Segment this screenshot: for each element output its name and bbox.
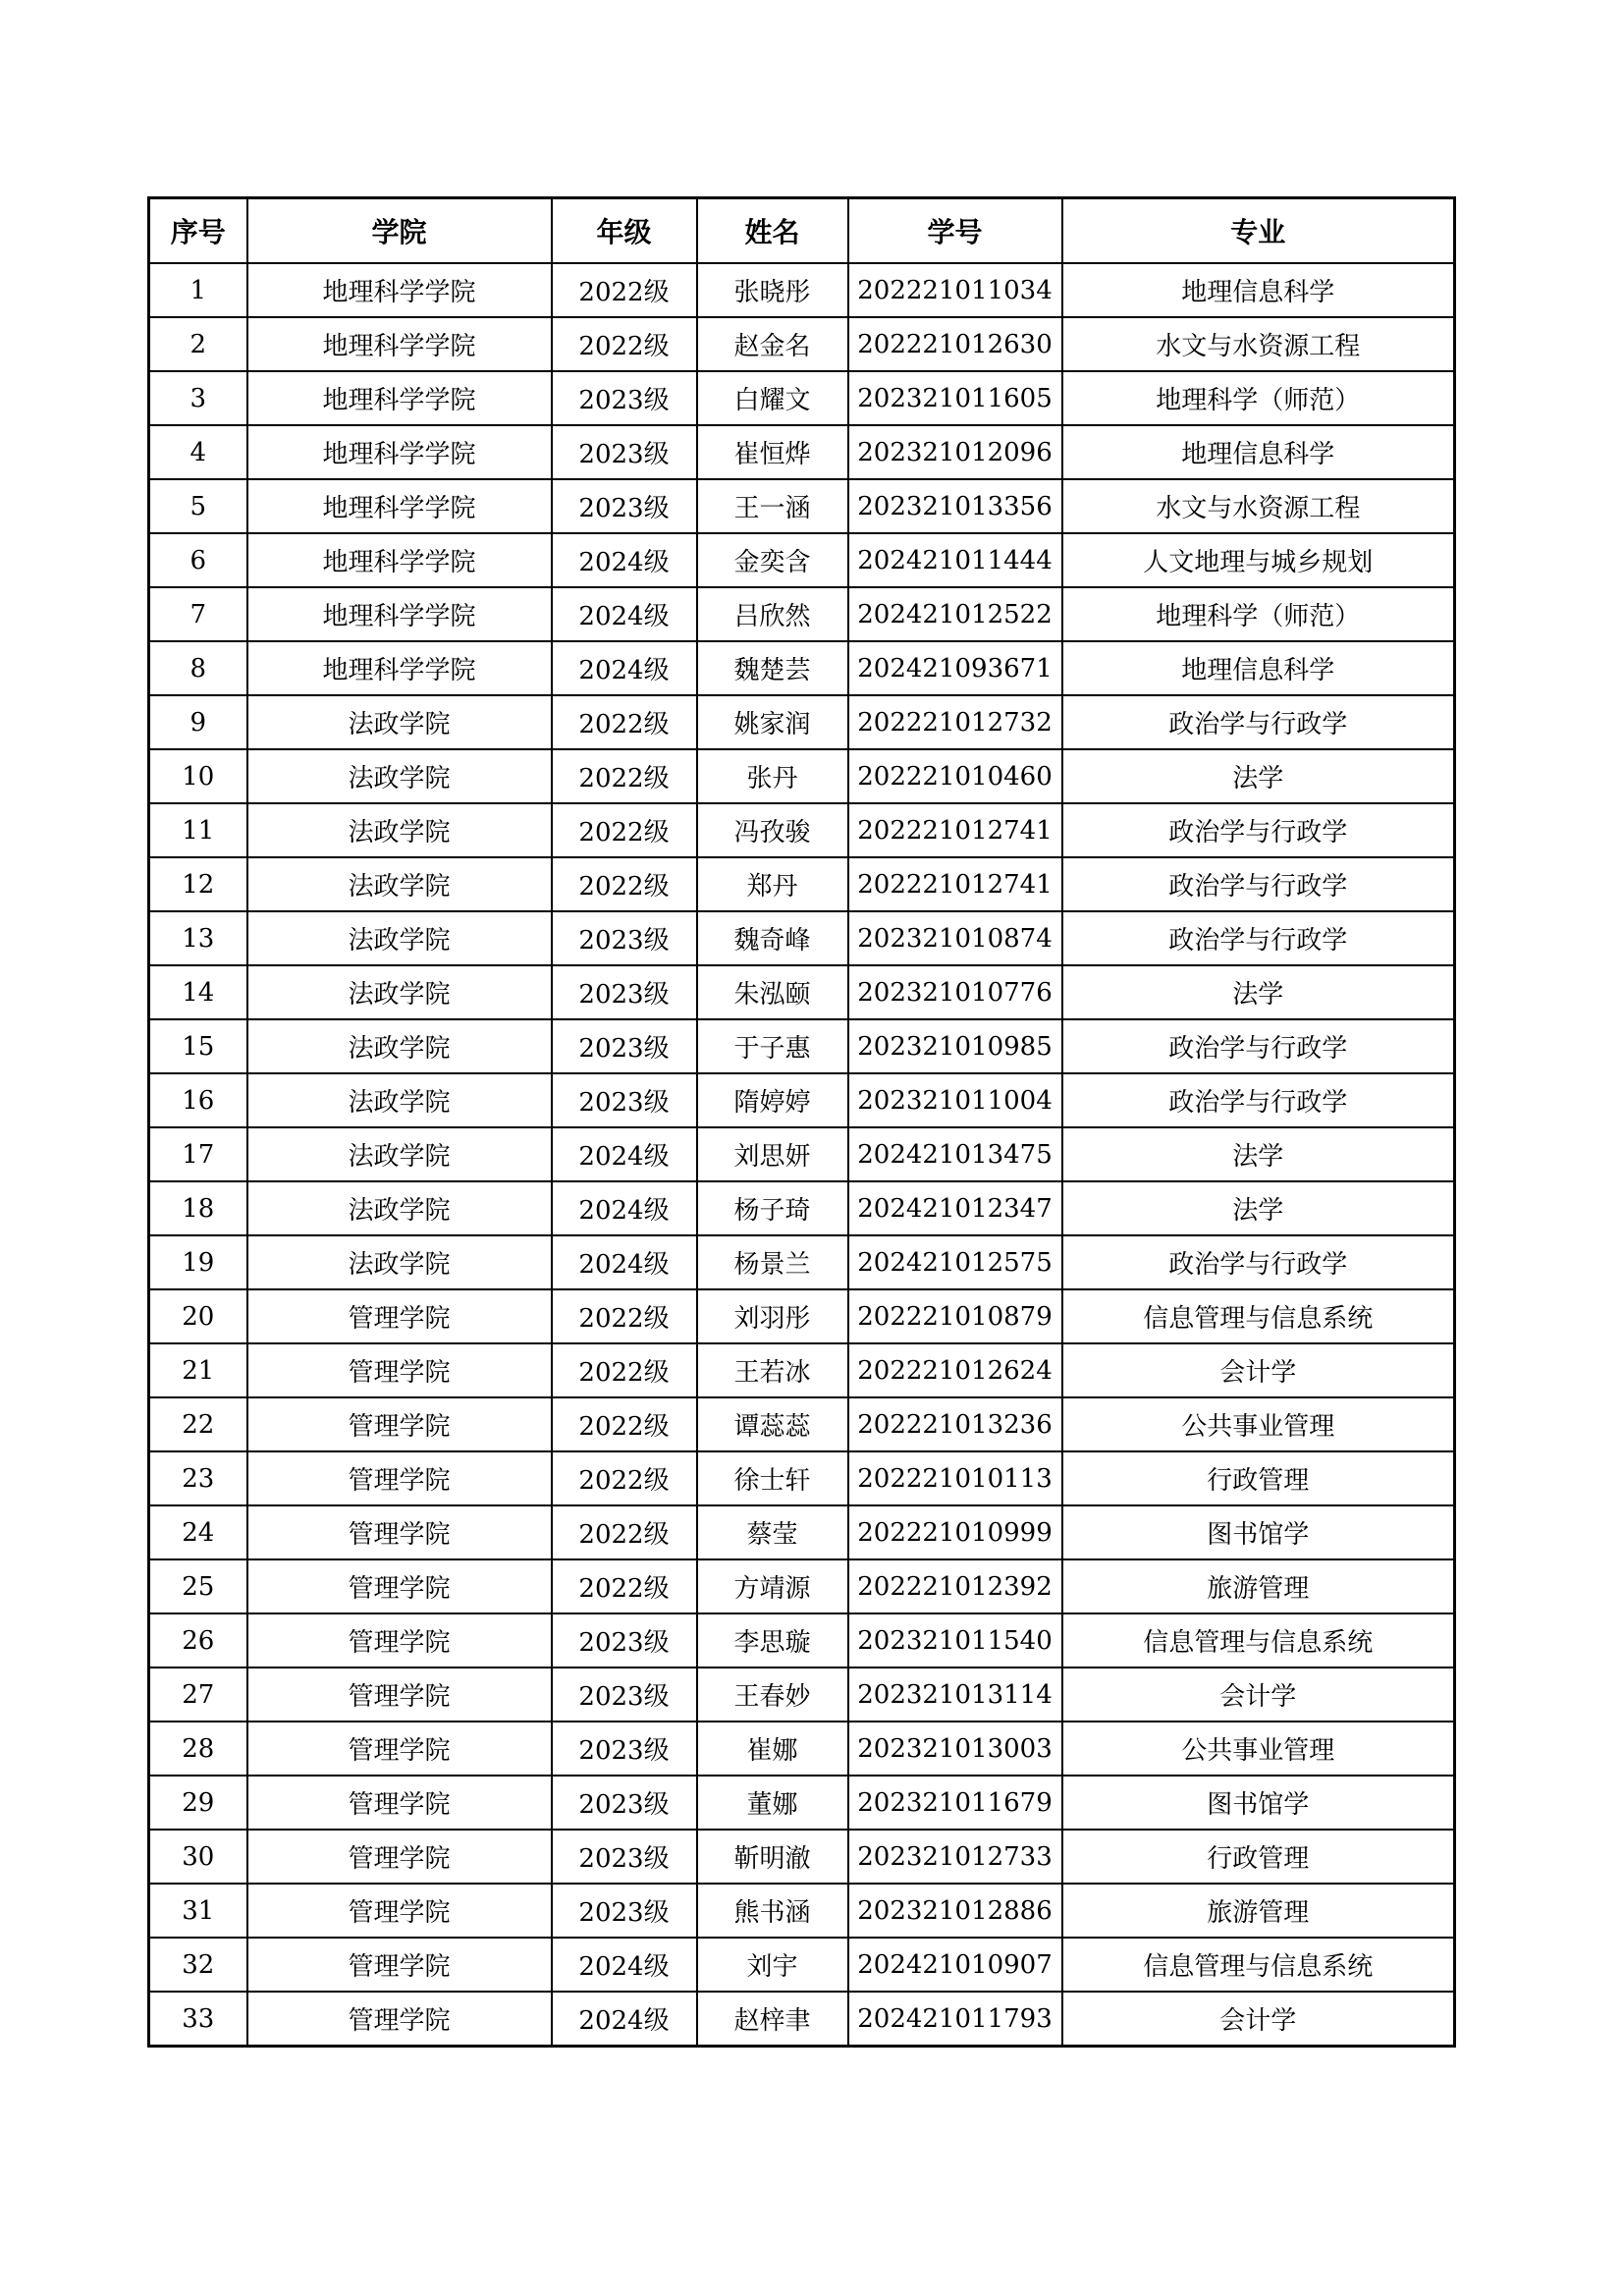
cell-grade: 2024级	[552, 1127, 697, 1181]
table-row	[149, 1127, 1455, 1181]
cell-name: 崔恒烨	[697, 425, 848, 479]
cell-college: 法政学院	[247, 803, 552, 857]
cell-student-id: 202321013356	[848, 479, 1062, 533]
cell-college: 法政学院	[247, 965, 552, 1019]
cell-major: 政治学与行政学	[1062, 1235, 1455, 1289]
table-row	[149, 641, 1455, 695]
cell-name: 郑丹	[697, 857, 848, 911]
cell-student-id: 202321010874	[848, 911, 1062, 965]
cell-grade: 2022级	[552, 1289, 697, 1343]
cell-index: 25	[149, 1559, 247, 1613]
table-row	[149, 1289, 1455, 1343]
table-row	[149, 1235, 1455, 1289]
cell-major: 人文地理与城乡规划	[1062, 533, 1455, 587]
cell-grade: 2022级	[552, 695, 697, 749]
cell-major: 行政管理	[1062, 1830, 1455, 1884]
cell-name: 方靖源	[697, 1559, 848, 1613]
cell-grade: 2024级	[552, 1181, 697, 1235]
cell-grade: 2023级	[552, 425, 697, 479]
cell-student-id: 202321013003	[848, 1722, 1062, 1776]
cell-student-id: 202221012741	[848, 857, 1062, 911]
cell-grade: 2022级	[552, 317, 697, 371]
cell-student-id: 202421013475	[848, 1127, 1062, 1181]
cell-student-id: 202421012575	[848, 1235, 1062, 1289]
cell-college: 法政学院	[247, 1127, 552, 1181]
cell-grade: 2023级	[552, 1613, 697, 1667]
cell-student-id: 202221010460	[848, 749, 1062, 803]
cell-index: 13	[149, 911, 247, 965]
cell-name: 刘思妍	[697, 1127, 848, 1181]
table-row	[149, 1397, 1455, 1451]
cell-grade: 2022级	[552, 1505, 697, 1559]
cell-student-id: 202321012096	[848, 425, 1062, 479]
cell-student-id: 202321010776	[848, 965, 1062, 1019]
cell-major: 行政管理	[1062, 1451, 1455, 1505]
cell-grade: 2022级	[552, 803, 697, 857]
cell-grade: 2022级	[552, 263, 697, 317]
cell-student-id: 202221011034	[848, 263, 1062, 317]
cell-index: 17	[149, 1127, 247, 1181]
cell-name: 姚家润	[697, 695, 848, 749]
cell-grade: 2023级	[552, 965, 697, 1019]
table-row	[149, 1451, 1455, 1505]
cell-major: 会计学	[1062, 1343, 1455, 1397]
cell-student-id: 202221012624	[848, 1343, 1062, 1397]
table-row	[149, 695, 1455, 749]
cell-college: 管理学院	[247, 1722, 552, 1776]
cell-grade: 2023级	[552, 1073, 697, 1127]
cell-name: 李思璇	[697, 1613, 848, 1667]
table-row	[149, 857, 1455, 911]
table-row	[149, 1992, 1455, 2047]
cell-major: 信息管理与信息系统	[1062, 1613, 1455, 1667]
cell-grade: 2023级	[552, 1884, 697, 1938]
table-row	[149, 1559, 1455, 1613]
cell-index: 20	[149, 1289, 247, 1343]
table-row	[149, 1938, 1455, 1992]
cell-student-id: 202321010985	[848, 1019, 1062, 1073]
cell-grade: 2022级	[552, 1451, 697, 1505]
table-row	[149, 371, 1455, 425]
cell-index: 31	[149, 1884, 247, 1938]
cell-student-id: 202221012392	[848, 1559, 1062, 1613]
cell-index: 14	[149, 965, 247, 1019]
cell-major: 会计学	[1062, 1992, 1455, 2047]
cell-major: 图书馆学	[1062, 1776, 1455, 1830]
cell-index: 26	[149, 1613, 247, 1667]
cell-college: 法政学院	[247, 695, 552, 749]
cell-student-id: 202321011004	[848, 1073, 1062, 1127]
table-row	[149, 533, 1455, 587]
table-row	[149, 911, 1455, 965]
cell-index: 12	[149, 857, 247, 911]
cell-college: 管理学院	[247, 1938, 552, 1992]
table-header-row	[149, 198, 1455, 264]
table-row	[149, 1722, 1455, 1776]
cell-name: 董娜	[697, 1776, 848, 1830]
cell-major: 信息管理与信息系统	[1062, 1289, 1455, 1343]
cell-grade: 2024级	[552, 1992, 697, 2047]
cell-grade: 2022级	[552, 749, 697, 803]
cell-grade: 2023级	[552, 1722, 697, 1776]
header-major: 专业	[1062, 198, 1455, 264]
cell-major: 信息管理与信息系统	[1062, 1938, 1455, 1992]
cell-index: 3	[149, 371, 247, 425]
cell-index: 5	[149, 479, 247, 533]
cell-major: 公共事业管理	[1062, 1397, 1455, 1451]
cell-college: 管理学院	[247, 1884, 552, 1938]
table-row	[149, 1505, 1455, 1559]
cell-index: 24	[149, 1505, 247, 1559]
cell-student-id: 202421011793	[848, 1992, 1062, 2047]
cell-grade: 2023级	[552, 1776, 697, 1830]
cell-name: 于子惠	[697, 1019, 848, 1073]
cell-major: 水文与水资源工程	[1062, 479, 1455, 533]
cell-college: 法政学院	[247, 1181, 552, 1235]
cell-name: 刘宇	[697, 1938, 848, 1992]
cell-student-id: 202421011444	[848, 533, 1062, 587]
cell-college: 管理学院	[247, 1776, 552, 1830]
cell-student-id: 202221010879	[848, 1289, 1062, 1343]
table-row	[149, 317, 1455, 371]
cell-index: 4	[149, 425, 247, 479]
student-list-table	[147, 196, 1456, 2048]
cell-college: 法政学院	[247, 749, 552, 803]
cell-college: 地理科学学院	[247, 479, 552, 533]
table-row	[149, 1884, 1455, 1938]
table-row	[149, 803, 1455, 857]
cell-name: 隋婷婷	[697, 1073, 848, 1127]
cell-index: 32	[149, 1938, 247, 1992]
cell-grade: 2024级	[552, 1235, 697, 1289]
cell-name: 冯孜骏	[697, 803, 848, 857]
cell-name: 靳明澈	[697, 1830, 848, 1884]
cell-index: 33	[149, 1992, 247, 2047]
cell-major: 水文与水资源工程	[1062, 317, 1455, 371]
cell-major: 地理科学（师范）	[1062, 587, 1455, 641]
cell-index: 1	[149, 263, 247, 317]
cell-major: 政治学与行政学	[1062, 1073, 1455, 1127]
table-row	[149, 1181, 1455, 1235]
cell-grade: 2022级	[552, 1559, 697, 1613]
cell-name: 崔娜	[697, 1722, 848, 1776]
cell-index: 8	[149, 641, 247, 695]
cell-name: 徐士轩	[697, 1451, 848, 1505]
cell-name: 赵金名	[697, 317, 848, 371]
cell-college: 管理学院	[247, 1451, 552, 1505]
cell-major: 地理信息科学	[1062, 641, 1455, 695]
table-row	[149, 1667, 1455, 1722]
cell-student-id: 202221012741	[848, 803, 1062, 857]
cell-major: 政治学与行政学	[1062, 857, 1455, 911]
cell-name: 杨子琦	[697, 1181, 848, 1235]
cell-grade: 2023级	[552, 1830, 697, 1884]
cell-college: 地理科学学院	[247, 587, 552, 641]
cell-index: 6	[149, 533, 247, 587]
cell-major: 图书馆学	[1062, 1505, 1455, 1559]
cell-student-id: 202421012347	[848, 1181, 1062, 1235]
cell-college: 地理科学学院	[247, 263, 552, 317]
table-row	[149, 479, 1455, 533]
cell-grade: 2023级	[552, 371, 697, 425]
cell-name: 魏楚芸	[697, 641, 848, 695]
cell-major: 地理信息科学	[1062, 425, 1455, 479]
cell-major: 法学	[1062, 965, 1455, 1019]
header-index: 序号	[149, 198, 247, 264]
cell-name: 刘羽彤	[697, 1289, 848, 1343]
cell-name: 熊书涵	[697, 1884, 848, 1938]
cell-grade: 2023级	[552, 1019, 697, 1073]
table-row	[149, 425, 1455, 479]
table-row	[149, 587, 1455, 641]
cell-student-id: 202221013236	[848, 1397, 1062, 1451]
cell-major: 公共事业管理	[1062, 1722, 1455, 1776]
cell-major: 政治学与行政学	[1062, 695, 1455, 749]
cell-college: 法政学院	[247, 1235, 552, 1289]
cell-name: 张晓彤	[697, 263, 848, 317]
cell-college: 管理学院	[247, 1343, 552, 1397]
cell-index: 22	[149, 1397, 247, 1451]
cell-college: 法政学院	[247, 1019, 552, 1073]
cell-college: 管理学院	[247, 1397, 552, 1451]
table-row	[149, 1776, 1455, 1830]
cell-major: 政治学与行政学	[1062, 911, 1455, 965]
cell-major: 法学	[1062, 749, 1455, 803]
cell-name: 谭蕊蕊	[697, 1397, 848, 1451]
cell-index: 19	[149, 1235, 247, 1289]
cell-grade: 2024级	[552, 533, 697, 587]
cell-major: 会计学	[1062, 1667, 1455, 1722]
cell-student-id: 202421010907	[848, 1938, 1062, 1992]
cell-index: 15	[149, 1019, 247, 1073]
cell-major: 地理科学（师范）	[1062, 371, 1455, 425]
cell-student-id: 202321011540	[848, 1613, 1062, 1667]
table-row	[149, 1073, 1455, 1127]
cell-college: 管理学院	[247, 1289, 552, 1343]
cell-grade: 2022级	[552, 1397, 697, 1451]
cell-name: 王若冰	[697, 1343, 848, 1397]
cell-grade: 2023级	[552, 1667, 697, 1722]
table-row	[149, 1613, 1455, 1667]
cell-student-id: 202321012886	[848, 1884, 1062, 1938]
cell-index: 11	[149, 803, 247, 857]
cell-student-id: 202321011605	[848, 371, 1062, 425]
cell-grade: 2024级	[552, 1938, 697, 1992]
cell-college: 地理科学学院	[247, 533, 552, 587]
cell-student-id: 202221012630	[848, 317, 1062, 371]
cell-index: 21	[149, 1343, 247, 1397]
cell-grade: 2023级	[552, 911, 697, 965]
table-row	[149, 1830, 1455, 1884]
cell-index: 30	[149, 1830, 247, 1884]
header-name: 姓名	[697, 198, 848, 264]
table-row	[149, 749, 1455, 803]
cell-student-id: 202421012522	[848, 587, 1062, 641]
cell-name: 杨景兰	[697, 1235, 848, 1289]
table-row	[149, 263, 1455, 317]
cell-name: 朱泓颐	[697, 965, 848, 1019]
cell-grade: 2024级	[552, 641, 697, 695]
cell-index: 28	[149, 1722, 247, 1776]
cell-college: 法政学院	[247, 911, 552, 965]
cell-major: 地理信息科学	[1062, 263, 1455, 317]
cell-name: 白耀文	[697, 371, 848, 425]
cell-index: 23	[149, 1451, 247, 1505]
cell-student-id: 202321012733	[848, 1830, 1062, 1884]
cell-name: 王一涵	[697, 479, 848, 533]
cell-major: 法学	[1062, 1127, 1455, 1181]
cell-college: 管理学院	[247, 1830, 552, 1884]
cell-college: 地理科学学院	[247, 371, 552, 425]
cell-name: 金奕含	[697, 533, 848, 587]
cell-college: 管理学院	[247, 1559, 552, 1613]
table-row	[149, 1019, 1455, 1073]
cell-college: 地理科学学院	[247, 641, 552, 695]
cell-name: 蔡莹	[697, 1505, 848, 1559]
cell-student-id: 202321013114	[848, 1667, 1062, 1722]
header-grade: 年级	[552, 198, 697, 264]
cell-name: 吕欣然	[697, 587, 848, 641]
cell-student-id: 202321011679	[848, 1776, 1062, 1830]
cell-student-id: 202221010113	[848, 1451, 1062, 1505]
header-student-id: 学号	[848, 198, 1062, 264]
cell-index: 16	[149, 1073, 247, 1127]
cell-college: 管理学院	[247, 1505, 552, 1559]
cell-grade: 2022级	[552, 1343, 697, 1397]
cell-student-id: 202421093671	[848, 641, 1062, 695]
cell-student-id: 202221010999	[848, 1505, 1062, 1559]
cell-major: 旅游管理	[1062, 1884, 1455, 1938]
cell-grade: 2023级	[552, 479, 697, 533]
cell-college: 法政学院	[247, 1073, 552, 1127]
cell-grade: 2022级	[552, 857, 697, 911]
cell-name: 王春妙	[697, 1667, 848, 1722]
cell-major: 政治学与行政学	[1062, 1019, 1455, 1073]
cell-college: 管理学院	[247, 1992, 552, 2047]
table-body	[149, 263, 1455, 2047]
cell-index: 2	[149, 317, 247, 371]
cell-index: 10	[149, 749, 247, 803]
cell-index: 9	[149, 695, 247, 749]
cell-college: 管理学院	[247, 1667, 552, 1722]
cell-college: 法政学院	[247, 857, 552, 911]
cell-college: 管理学院	[247, 1613, 552, 1667]
cell-major: 法学	[1062, 1181, 1455, 1235]
cell-index: 29	[149, 1776, 247, 1830]
cell-student-id: 202221012732	[848, 695, 1062, 749]
cell-major: 旅游管理	[1062, 1559, 1455, 1613]
cell-major: 政治学与行政学	[1062, 803, 1455, 857]
cell-college: 地理科学学院	[247, 425, 552, 479]
table-row	[149, 1343, 1455, 1397]
cell-name: 魏奇峰	[697, 911, 848, 965]
cell-index: 7	[149, 587, 247, 641]
header-college: 学院	[247, 198, 552, 264]
cell-grade: 2024级	[552, 587, 697, 641]
cell-college: 地理科学学院	[247, 317, 552, 371]
table-row	[149, 965, 1455, 1019]
cell-index: 18	[149, 1181, 247, 1235]
cell-index: 27	[149, 1667, 247, 1722]
cell-name: 赵梓聿	[697, 1992, 848, 2047]
cell-name: 张丹	[697, 749, 848, 803]
